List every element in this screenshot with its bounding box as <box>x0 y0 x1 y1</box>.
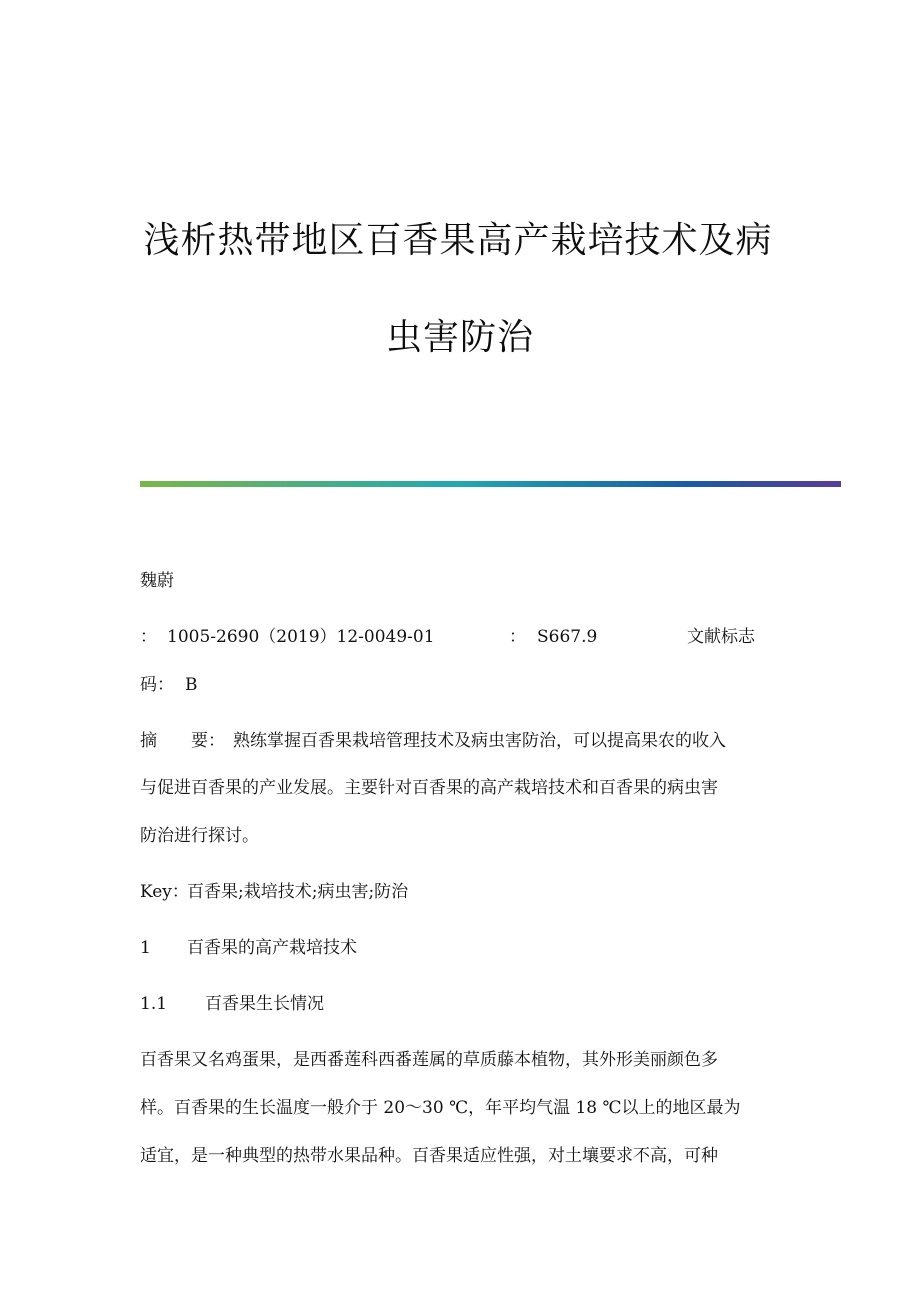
body-line-2: 样。百香果的生长温度一般介于 20～30 ℃，年平均气温 18 ℃以上的地区最为 <box>140 1098 741 1118</box>
body-line-1: 百香果又名鸡蛋果，是西番莲科西番莲属的草质藤本植物，其外形美丽颜色多 <box>140 1050 718 1070</box>
meta-prefix-2: ： <box>509 627 526 647</box>
document-code-value: B <box>185 675 198 695</box>
section-1-number: 1 <box>140 938 151 958</box>
abstract-line-3: 防治进行探讨。 <box>140 826 259 846</box>
section-1-1-title: 百香果生长情况 <box>205 994 324 1014</box>
document-code-label: 文献标志 <box>687 627 755 647</box>
abstract-line-2: 与促进百香果的产业发展。主要针对百香果的高产栽培技术和百香果的病虫害 <box>140 778 718 798</box>
document-code-label-cont: 码： <box>140 675 174 695</box>
title-divider-rule <box>140 481 841 487</box>
abstract-line-1: 熟练掌握百香果栽培管理技术及病虫害防治，可以提高果农的收入 <box>233 731 726 751</box>
abstract-label: 摘 要： <box>140 731 225 751</box>
section-1-title: 百香果的高产栽培技术 <box>187 938 357 958</box>
author-name: 魏蔚 <box>140 571 174 591</box>
section-1-1-number: 1.1 <box>140 994 168 1014</box>
paper-title-line-2: 虫害防治 <box>385 317 534 358</box>
keywords-value: 百香果;栽培技术;病虫害;防治 <box>187 882 409 902</box>
issn-number: 1005-2690（2019）12-0049-01 <box>167 627 435 647</box>
classification-number: S667.9 <box>537 627 598 647</box>
keywords-label: Key： <box>140 882 189 902</box>
meta-prefix-1: ： <box>140 627 157 647</box>
body-line-3: 适宜，是一种典型的热带水果品种。百香果适应性强，对土壤要求不高，可种 <box>140 1146 718 1166</box>
paper-title-line-1: 浅析热带地区百香果高产栽培技术及病 <box>143 220 773 261</box>
